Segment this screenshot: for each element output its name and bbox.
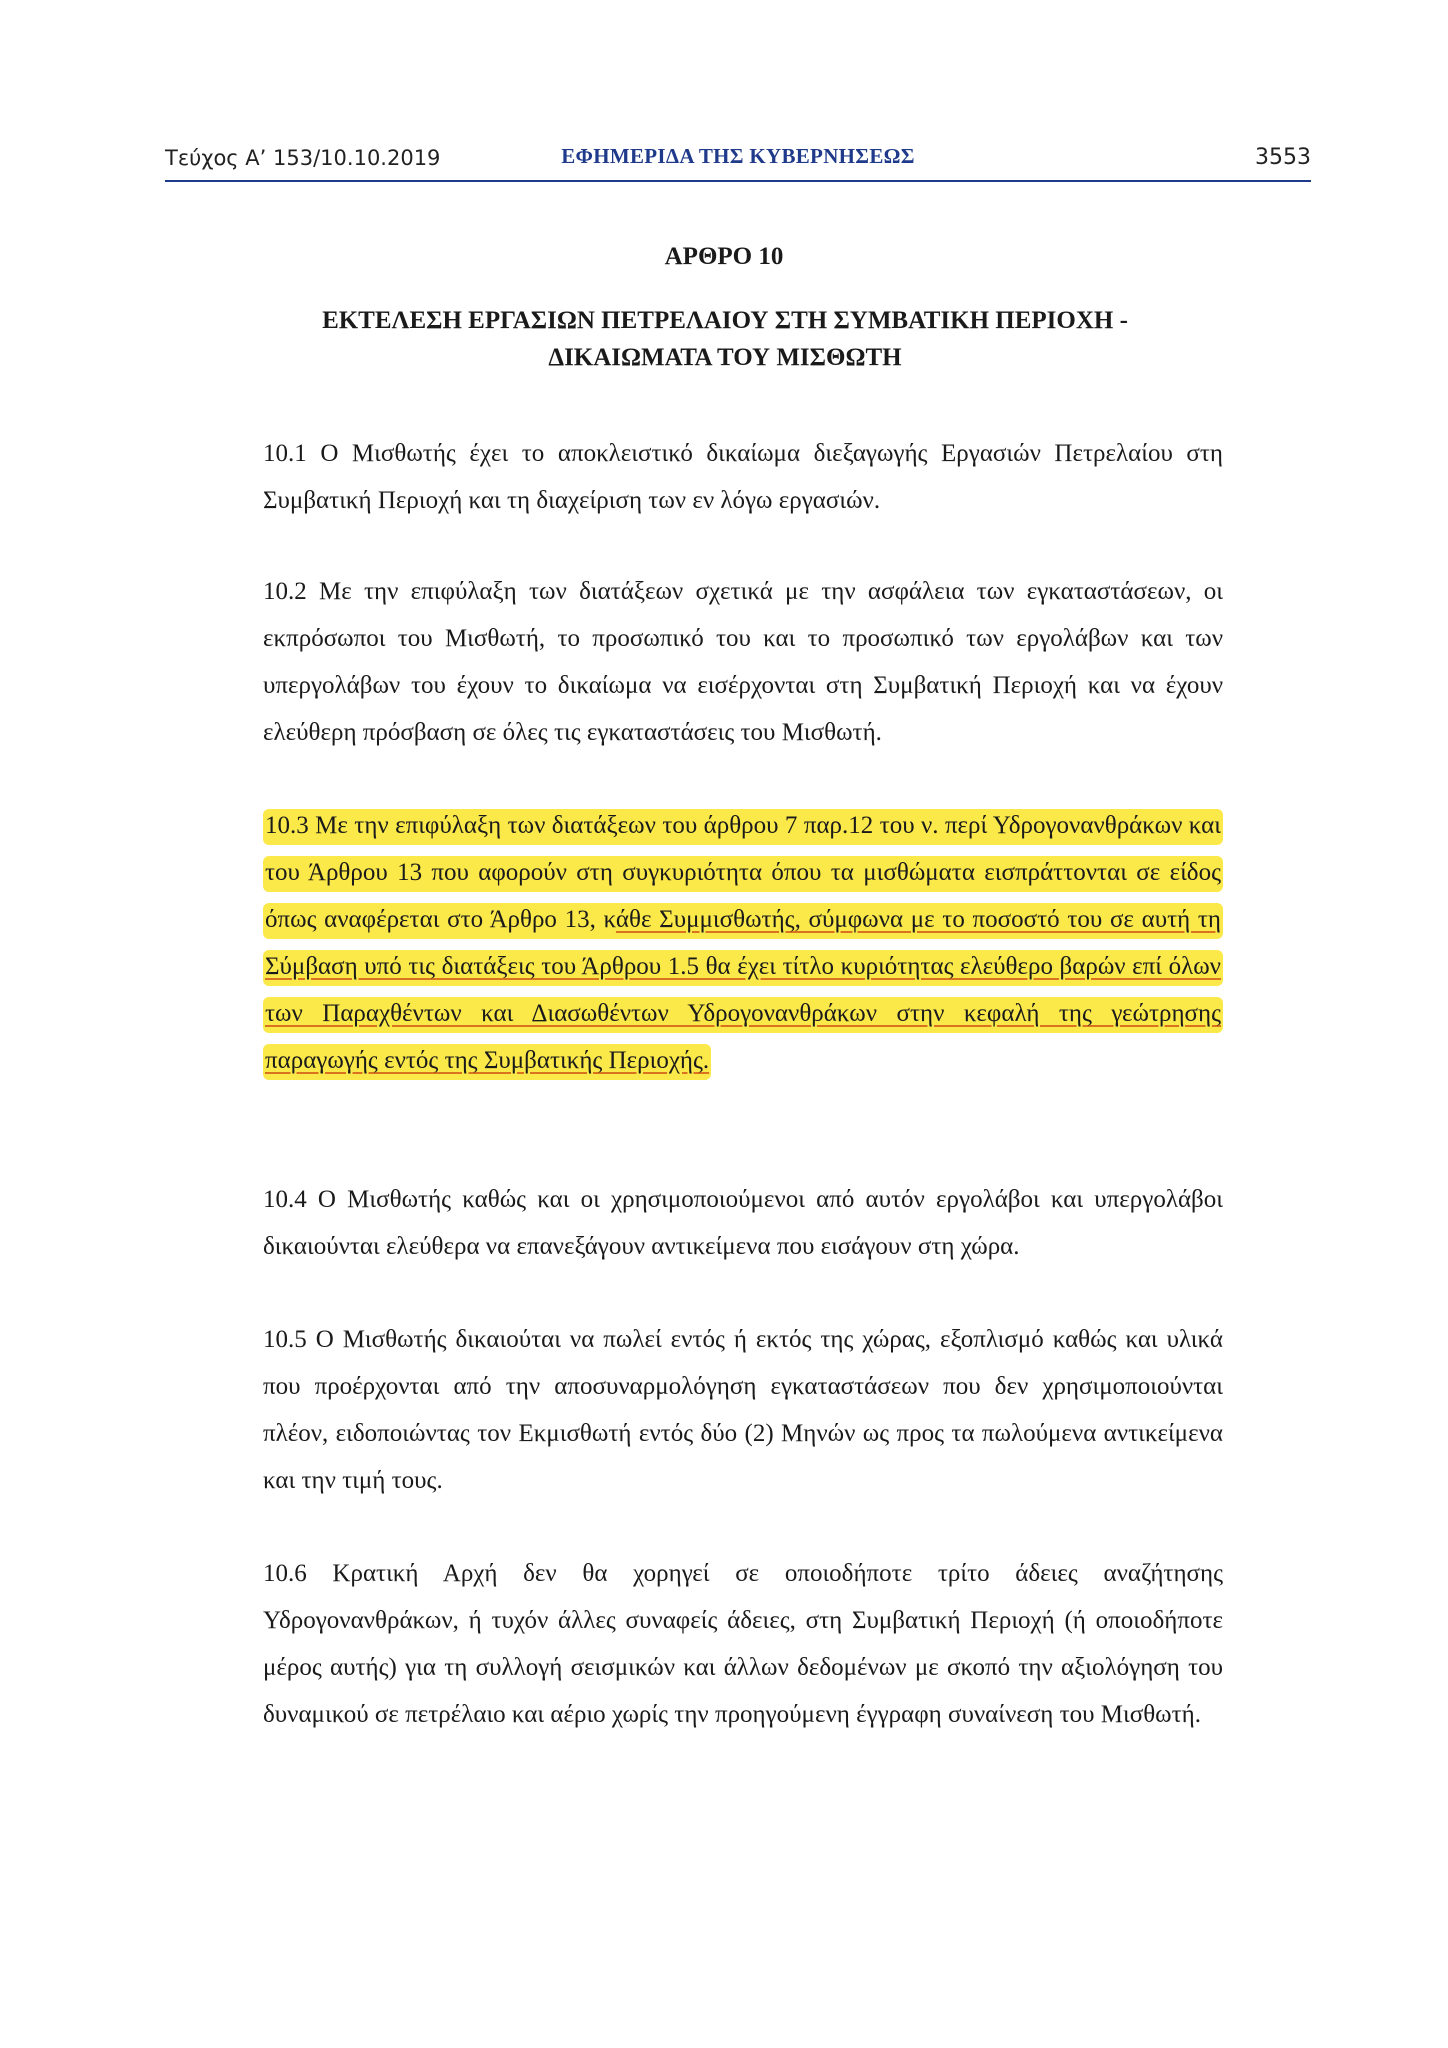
paragraph-10-5: 10.5 Ο Μισθωτής δικαιούται να πωλεί εντός ή εκτός της χώρας, εξοπλισμό καθώς και υλικά που προέρχονται από την αποσυναρμολόγηση εγκαταστάσεων που δεν χρησιμοποιούνται πλέον, ειδοποιώντας τον Εκμισθωτή εντός δύο (2) Μηνών ως προς τα πωλούμενα αντικείμενα και την τιμή τους. <box>263 1326 1223 1494</box>
paragraph-10-2: 10.2 Με την επιφύλαξη των διατάξεων σχετικά με την ασφάλεια των εγκαταστάσεων, οι εκπρόσωποι του Μισθωτή, το προσωπικό του και το προσωπικό των εργολάβων και των υπεργολάβων του έχουν το δικαίωμα να εισέρχονται στη Συμβατική Περιοχή και να έχουν ελεύθερη πρόσβαση σε όλες τις εγκαταστάσεις του Μισθωτή. <box>263 578 1223 746</box>
paragraph-10-6: 10.6 Κρατική Αρχή δεν θα χορηγεί σε οποιοδήποτε τρίτο άδειες αναζήτησης Υδρογονανθράκων, ή τυχόν άλλες συναφείς άδειες, στη Συμβατική Περιοχή (ή οποιοδήποτε μέρος αυτής) για τη συλλογή σεισμικών και άλλων δεδομένων με σκοπό την αξιολόγηση του δυναμικού σε πετρέλαιο και αέριο χωρίς την προηγούμενη έγγραφη συναίνεση του Μισθωτή. <box>263 1560 1223 1728</box>
page-header <box>165 140 1311 182</box>
page-number: 3553 <box>1255 145 1311 170</box>
issue-number: Τεύχος Α’ 153/10.10.2019 <box>165 146 441 170</box>
gazette-title: ΕΦΗΜΕΡΙΔΑ ΤΗΣ ΚΥΒΕΡΝΗΣΕΩΣ <box>561 144 915 168</box>
underlined-text: άθε Συμμισθωτής, σύμφωνα με το ποσοστό του σε αυτή τη Σύμβαση υπό τις διατάξεις του Άρθρου 1.5 θα έχει τίτλο κυριότητας ελεύθερο βαρών επί όλων των Παραχθέντων και Διασωθέντων Υδρογονανθράκων στην κεφαλή της γεώτρησης παραγωγής εντός της Συμβατικής Περιοχής. <box>265 906 1222 1074</box>
paragraph-10-3 <box>263 802 1223 1084</box>
paragraph-10-3-text: 10.3 Με την επιφύλαξη των διατάξεων του άρθρου 7 παρ.12 του ν. περί Υδρογονανθράκων και του Άρθρου 13 που αφορούν στη συγκυριότητα όπου τα μισθώματα εισπράττονται σε είδος όπως αναφέρεται στο Άρθρο 13, κ <box>265 812 1221 933</box>
paragraph-10-1: 10.1 Ο Μισθωτής έχει το αποκλειστικό δικαίωμα διεξαγωγής Εργασιών Πετρελαίου στη Συμβατική Περιοχή και τη διαχείριση των εν λόγω εργασιών. <box>263 440 1223 514</box>
article-title: ΑΡΘΡΟ 10 <box>664 243 784 270</box>
article-subtitle: ΕΚΤΕΛΕΣΗ ΕΡΓΑΣΙΩΝ ΠΕΤΡΕΛΑΙΟΥ ΣΤΗ ΣΥΜΒΑΤΙΚΗ ΠΕΡΙΟΧΗ - ΔΙΚΑΙΩΜΑΤΑ ΤΟΥ ΜΙΣΘΩΤΗ <box>322 307 1128 371</box>
highlighted-text <box>263 809 1223 1080</box>
paragraph-10-4: 10.4 Ο Μισθωτής καθώς και οι χρησιμοποιούμενοι από αυτόν εργολάβοι και υπεργολάβοι δικαιούνται ελεύθερα να επανεξάγουν αντικείμενα που εισάγουν στη χώρα. <box>263 1186 1223 1260</box>
